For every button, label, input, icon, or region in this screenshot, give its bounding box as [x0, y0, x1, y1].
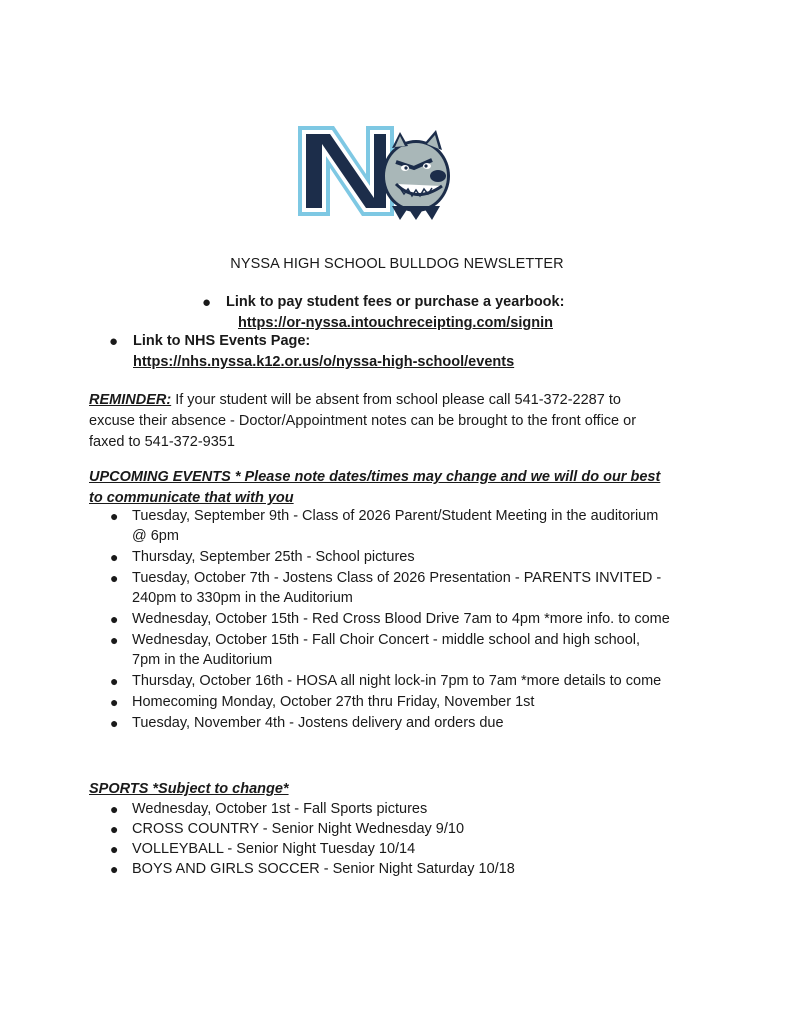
event-text: Homecoming Monday, October 27th thru Friday, November 1st [132, 694, 535, 710]
event-text: Thursday, September 25th - School pictures [132, 549, 415, 565]
list-item [110, 506, 670, 546]
sports-text: CROSS COUNTRY - Senior Night Wednesday 9/10 [132, 821, 465, 837]
list-item [110, 799, 670, 819]
sports-heading: SPORTS *Subject to change* [89, 781, 289, 797]
upcoming-events-heading: UPCOMING EVENTS * Please note dates/times may change and we will do our best to communicate that with you [89, 469, 661, 506]
link-label-events: Link to NHS Events Page: [133, 333, 311, 349]
bullet-icon: ● [110, 673, 119, 689]
upcoming-events-list [110, 506, 670, 734]
bullet-icon: ● [110, 861, 119, 877]
bullet-icon: ● [109, 333, 119, 350]
link-item-events [109, 331, 515, 373]
sports-list [110, 799, 670, 879]
list-item [110, 671, 670, 691]
bullet-icon: ● [110, 570, 119, 586]
sports-text: Wednesday, October 1st - Fall Sports pictures [132, 801, 428, 817]
link-events-url[interactable]: https://nhs.nyssa.k12.or.us/o/nyssa-high-school/events [133, 354, 515, 370]
list-item [110, 692, 670, 712]
event-text: Tuesday, November 4th - Jostens delivery and orders due [132, 715, 504, 731]
reminder-text: If your student will be absent from school please call 541-372-2287 to excuse their absence - Doctor/Appointment notes can be brought to the front office or faxed to 541-372-9351 [89, 392, 637, 450]
bullet-icon: ● [110, 841, 119, 857]
event-text: Thursday, October 16th - HOSA all night lock-in 7pm to 7am *more details to come [132, 673, 662, 689]
bullet-icon: ● [110, 549, 119, 565]
list-item [110, 713, 670, 733]
bullet-icon: ● [110, 508, 119, 524]
list-item [110, 839, 670, 859]
event-text: Wednesday, October 15th - Red Cross Blood Drive 7am to 4pm *more info. to come [132, 611, 670, 627]
reminder-paragraph [89, 390, 669, 453]
bullet-icon: ● [110, 715, 119, 731]
list-item [110, 859, 670, 879]
bullet-icon: ● [110, 632, 119, 648]
link-fees-url[interactable]: https://or-nyssa.intouchreceipting.com/signin [238, 315, 553, 331]
sports-text: BOYS AND GIRLS SOCCER - Senior Night Saturday 10/18 [132, 861, 515, 877]
list-item [110, 568, 670, 608]
link-label-fees: Link to pay student fees or purchase a yearbook: [226, 294, 565, 310]
bulldog-logo-icon [296, 122, 456, 220]
reminder-label: REMINDER: [89, 392, 172, 408]
list-item [110, 630, 670, 670]
list-item [110, 547, 670, 567]
bullet-icon: ● [110, 801, 119, 817]
bullet-icon: ● [110, 821, 119, 837]
sports-text: VOLLEYBALL - Senior Night Tuesday 10/14 [132, 841, 416, 857]
event-text: Tuesday, September 9th - Class of 2026 Parent/Student Meeting in the auditorium @ 6pm [132, 508, 659, 544]
school-logo [296, 122, 456, 220]
bullet-icon: ● [110, 611, 119, 627]
bullet-icon: ● [202, 294, 212, 311]
event-text: Tuesday, October 7th - Jostens Class of 2026 Presentation - PARENTS INVITED - 240pm to 330pm in the Auditorium [132, 570, 662, 606]
bullet-icon: ● [110, 694, 119, 710]
link-item-fees [202, 292, 565, 334]
newsletter-title: NYSSA HIGH SCHOOL BULLDOG NEWSLETTER [230, 256, 564, 272]
event-text: Wednesday, October 15th - Fall Choir Concert - middle school and high school, 7pm in the Auditorium [132, 632, 641, 668]
list-item [110, 609, 670, 629]
list-item [110, 819, 670, 839]
